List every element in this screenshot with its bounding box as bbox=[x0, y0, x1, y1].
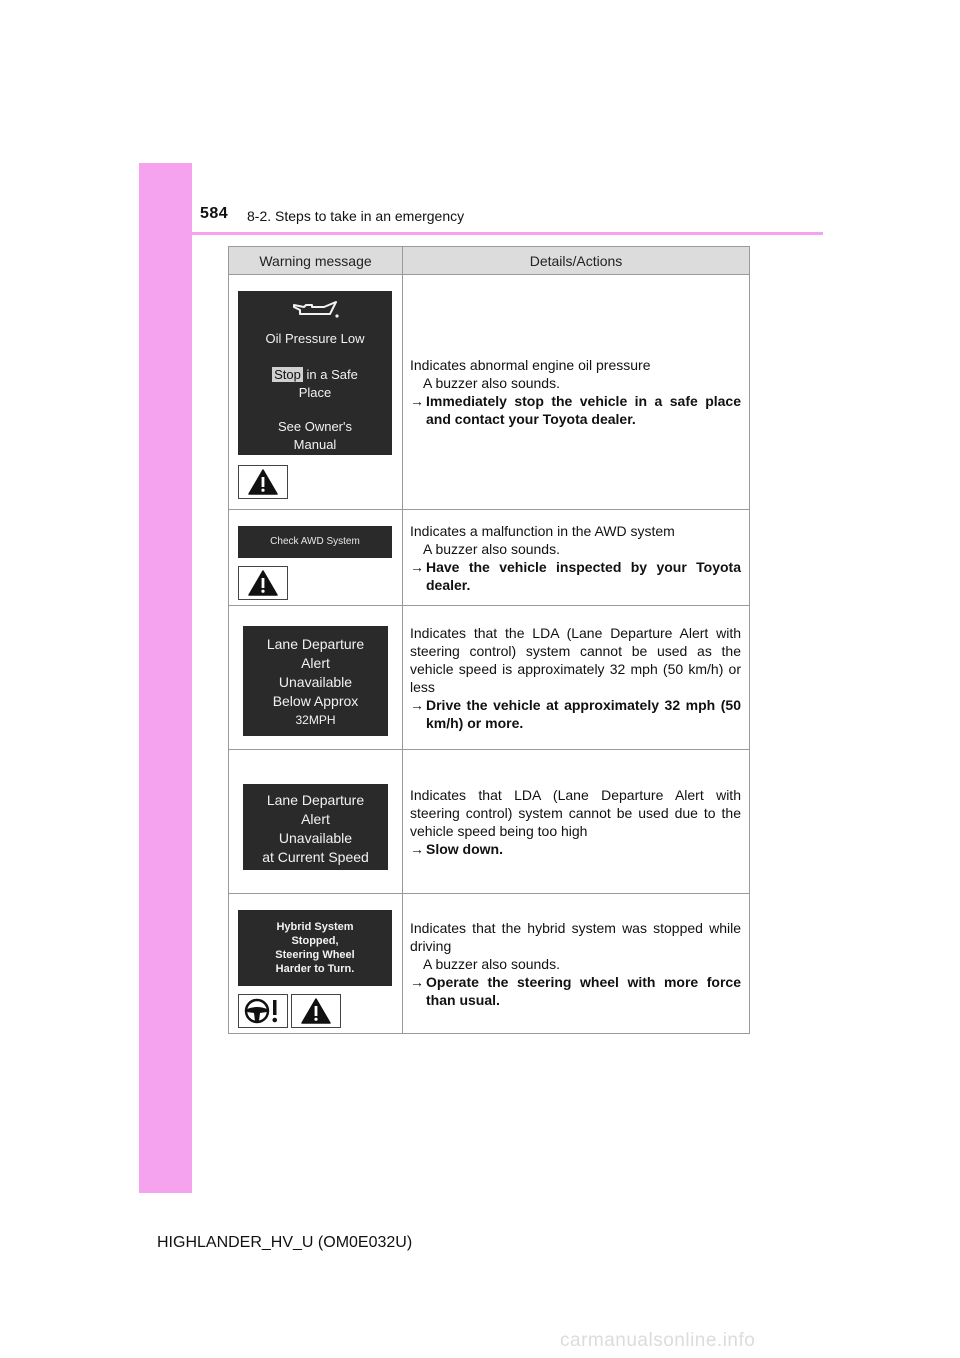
arrow-icon: → bbox=[410, 696, 424, 713]
table-row bbox=[229, 606, 750, 750]
row-description: Indicates abnormal engine oil pressure bbox=[410, 357, 651, 373]
table-row bbox=[229, 275, 750, 510]
warning-message-cell bbox=[229, 894, 403, 1034]
table-row bbox=[229, 510, 750, 606]
details-cell bbox=[403, 750, 750, 894]
watermark: carmanualsonline.info bbox=[560, 1330, 756, 1351]
screen-line: See Owner's bbox=[277, 419, 352, 434]
display-screen bbox=[243, 784, 388, 870]
screen-line: Stopped, bbox=[291, 935, 339, 947]
col-header-message: Warning message bbox=[229, 247, 403, 275]
screen-line: Lane Departure bbox=[266, 636, 365, 652]
screen-line: Place bbox=[298, 385, 332, 400]
row-action: → Slow down. bbox=[410, 840, 503, 857]
page-number: 584 bbox=[200, 205, 229, 222]
row-description: Indicates that the hybrid system was stopped while driving bbox=[410, 919, 741, 954]
oil-can-icon bbox=[290, 299, 340, 321]
table-header-row bbox=[229, 247, 750, 275]
footer-model-code: HIGHLANDER_HV_U (OM0E032U) bbox=[157, 1234, 413, 1251]
screen-line: Alert bbox=[301, 655, 330, 671]
screen-line: Steering Wheel bbox=[275, 949, 355, 961]
screen-line: Oil Pressure Low bbox=[265, 331, 365, 346]
warning-triangle-icon bbox=[238, 465, 288, 499]
display-screen bbox=[243, 626, 388, 736]
row-note: A buzzer also sounds. bbox=[423, 540, 560, 557]
warning-triangle-icon bbox=[238, 566, 288, 600]
screen-line: Manual bbox=[293, 437, 337, 452]
details-cell bbox=[403, 894, 750, 1034]
side-tab-bar bbox=[139, 163, 192, 1193]
warning-message-cell bbox=[229, 275, 403, 510]
table-row bbox=[229, 750, 750, 894]
screen-line: Lane Departure bbox=[266, 792, 365, 808]
warning-message-cell bbox=[229, 750, 403, 894]
arrow-icon: → bbox=[410, 973, 424, 990]
stop-highlight: Stop bbox=[274, 367, 301, 382]
display-screen bbox=[238, 910, 392, 986]
screen-line: Check AWD System bbox=[270, 536, 360, 547]
row-description: Indicates that the LDA (Lane Departure Alert with steering control) system cannot be used as the vehicle speed is approximately 32 mph (50 km/h) or less bbox=[410, 624, 741, 695]
screen-line: Harder to Turn. bbox=[275, 963, 355, 975]
warning-message-cell bbox=[229, 606, 403, 750]
row-action: → Operate the steering wheel with more force than usual. bbox=[410, 973, 741, 1008]
screen-line: Unavailable bbox=[278, 674, 353, 690]
details-cell bbox=[403, 606, 750, 750]
display-screen bbox=[238, 291, 392, 455]
screen-line: at Current Speed bbox=[262, 849, 369, 865]
arrow-icon: → bbox=[410, 840, 424, 857]
arrow-icon: → bbox=[410, 558, 424, 575]
header-rule bbox=[139, 232, 823, 235]
warning-triangle-icon bbox=[291, 994, 341, 1028]
row-action: → Immediately stop the vehicle in a safe place and contact your Toyota dealer. bbox=[410, 393, 741, 427]
col-header-details: Details/Actions bbox=[403, 247, 750, 275]
screen-line: Hybrid System bbox=[276, 921, 354, 933]
screen-line: 32MPH bbox=[295, 713, 336, 727]
details-cell bbox=[403, 275, 750, 510]
row-note: A buzzer also sounds. bbox=[423, 955, 560, 972]
row-note: A buzzer also sounds. bbox=[423, 375, 560, 391]
arrow-icon: → bbox=[410, 393, 424, 409]
section-title: 8-2. Steps to take in an emergency bbox=[247, 208, 465, 224]
row-description: Indicates a malfunction in the AWD system bbox=[410, 522, 675, 539]
screen-line: Unavailable bbox=[278, 830, 353, 846]
display-screen bbox=[238, 526, 392, 558]
steering-warning-icon bbox=[238, 994, 288, 1028]
details-cell bbox=[403, 510, 750, 606]
warning-table bbox=[228, 246, 750, 1034]
screen-line: Below Approx bbox=[272, 693, 359, 709]
row-description: Indicates that LDA (Lane Departure Alert with steering control) system cannot be used due to the vehicle speed being too high bbox=[410, 786, 741, 839]
screen-line: Alert bbox=[301, 811, 330, 827]
table-row bbox=[229, 894, 750, 1034]
row-action: → Have the vehicle inspected by your Toyota dealer. bbox=[410, 558, 741, 593]
row-action: → Drive the vehicle at approximately 32 mph (50 km/h) or more. bbox=[410, 696, 741, 731]
warning-message-cell bbox=[229, 510, 403, 606]
screen-line: in a Safe bbox=[306, 367, 358, 382]
